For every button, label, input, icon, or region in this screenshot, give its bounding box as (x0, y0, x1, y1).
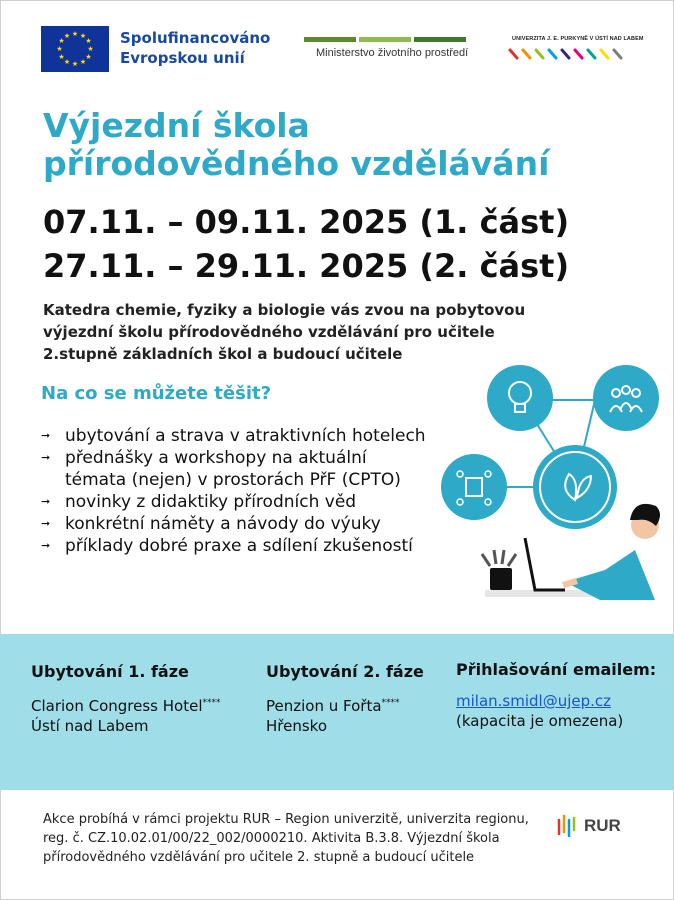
phase-2-hotel: Penzion u Fořta (266, 697, 382, 715)
rur-logo-text: RUR (584, 816, 621, 835)
svg-text:★: ★ (58, 53, 65, 61)
registration-heading: Přihlašování emailem: (456, 660, 657, 679)
project-footnote: Akce probíhá v rámci projektu RUR – Region univerzitě, univerzita regionu, reg. č. CZ.10.02.01/00/22_002/0000210. Aktivita B.3.8. Výjezdní škola přírodovědného vzdělávání pro učitele 2. stupně a budoucí učitele (43, 812, 529, 865)
phase-1-stars: **** (202, 698, 221, 708)
event-dates (43, 200, 569, 288)
intro-line-1: Katedra chemie, fyziky a biologie vás zvou na pobytovou (43, 301, 526, 319)
registration-block (456, 660, 656, 731)
phase-1-city: Ústí nad Labem (31, 717, 149, 735)
svg-text:★: ★ (56, 45, 63, 53)
list-item-text: novinky z didaktiky přírodních věd (65, 492, 357, 512)
list-item (41, 513, 461, 535)
svg-text:★: ★ (79, 58, 87, 66)
building-network-icon (441, 454, 507, 520)
group-people-icon (593, 365, 659, 431)
brain-idea-icon (487, 365, 553, 431)
phase-2-heading: Ubytování 2. fáze (266, 662, 424, 681)
svg-text:★: ★ (79, 32, 87, 40)
arrow-bullet-icon: ➞ (41, 495, 51, 508)
svg-text:★: ★ (85, 37, 92, 45)
intro-line-3: 2.stupně základních škol a budoucí učitele (43, 345, 403, 363)
ministry-name: Ministerstvo životního prostředí (316, 47, 469, 59)
university-logo-stripes (505, 46, 630, 62)
rur-logo (556, 814, 621, 838)
phase-2-stars: **** (381, 698, 400, 708)
phase-1-heading: Ubytování 1. fáze (31, 662, 189, 681)
svg-text:★: ★ (87, 45, 94, 53)
svg-text:★: ★ (63, 58, 71, 66)
intro-line-2: výjezdní školu přírodovědného vzdělávání pro učitele (43, 323, 495, 341)
ministry-logo-bars (304, 37, 467, 42)
svg-text:★: ★ (71, 60, 79, 68)
title-line-1: Výjezdní škola (43, 106, 310, 145)
email-link[interactable]: milan.smidl@ujep.cz (456, 692, 612, 710)
list-item-text: konkrétní náměty a návody do výuky (65, 514, 381, 534)
dates-part-2: 27.11. – 29.11. 2025 (2. část) (43, 247, 570, 285)
arrow-bullet-icon: ➞ (41, 517, 51, 530)
arrow-bullet-icon: ➞ (41, 429, 51, 442)
eu-line-2: Evropskou unií (120, 49, 245, 67)
registration-details (456, 691, 656, 731)
list-item (41, 535, 461, 557)
capacity-note: (kapacita je omezena) (456, 712, 624, 730)
list-item-text: přednášky a workshopy na aktuální témata (nejen) v prostorách PřF (CPTO) (65, 448, 401, 490)
university-name: UNIVERZITA J. E. PURKYNĚ V ÚSTÍ NAD LABEM (512, 36, 644, 42)
phase-2-city: Hřensko (266, 717, 327, 735)
svg-text:★: ★ (58, 37, 65, 45)
benefits-heading: Na co se můžete těšit? (41, 383, 272, 404)
arrow-bullet-icon: ➞ (41, 451, 51, 464)
eu-flag-logo (41, 26, 109, 72)
list-item-text: příklady dobré praxe a sdílení zkušeností (65, 536, 413, 556)
list-item-text: ubytování a strava v atraktivních hotelech (65, 426, 426, 446)
dates-part-1: 07.11. – 09.11. 2025 (1. část) (43, 203, 570, 241)
svg-text:★: ★ (63, 32, 71, 40)
list-item (41, 491, 461, 513)
svg-text:★: ★ (85, 53, 92, 61)
phase-2-details (266, 693, 424, 736)
benefits-list (41, 425, 461, 557)
leaf-recycle-icon (533, 445, 617, 529)
phase-1-hotel: Clarion Congress Hotel (31, 697, 203, 715)
learning-illustration (430, 360, 670, 610)
list-item (41, 425, 461, 447)
title-line-2: přírodovědného vzdělávání (43, 144, 550, 183)
rur-logo-icon (556, 814, 578, 838)
eu-line-1: Spolufinancováno (120, 29, 271, 47)
phase-2-block (266, 662, 424, 736)
arrow-bullet-icon: ➞ (41, 539, 51, 552)
eu-funding-text (120, 28, 270, 68)
list-item (41, 447, 461, 491)
svg-text:★: ★ (71, 30, 79, 38)
intro-text (43, 299, 603, 365)
phase-1-block (31, 662, 221, 736)
phase-1-details (31, 693, 221, 736)
event-title (43, 107, 549, 183)
